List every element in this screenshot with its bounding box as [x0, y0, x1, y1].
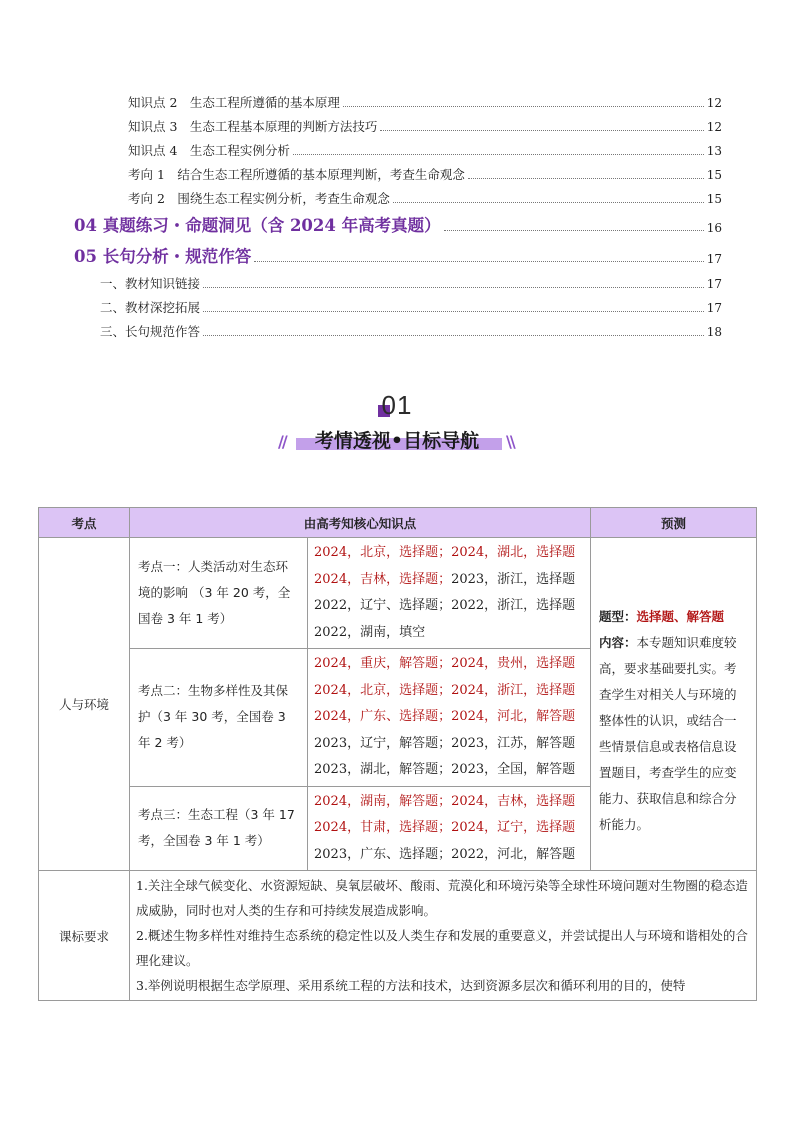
section-right-marks: \\ — [506, 432, 514, 451]
prediction-cell — [591, 538, 757, 871]
toc-leader-dots — [444, 230, 704, 231]
toc-leader-dots — [203, 311, 704, 312]
toc-leader-dots — [293, 154, 704, 155]
exam-list — [308, 538, 591, 649]
exam-entry: 2023，湖北，解答题；2023，全国，解答题 — [314, 762, 576, 777]
exam-line — [314, 620, 584, 647]
toc-section-entry[interactable] — [74, 247, 722, 267]
exam-list — [308, 649, 591, 787]
header-topic: 考点 — [39, 508, 130, 538]
toc-leader-dots — [468, 178, 704, 179]
topic-desc: 考点三：生态工程（3 年 17 考，全国卷 3 年 1 考） — [130, 786, 308, 871]
exam-entry: 2022，湖南，填空 — [314, 624, 426, 640]
topic-desc: 考点二：生物多样性及其保护（3 年 30 考，全国卷 3 年 2 考） — [130, 649, 308, 787]
exam-entry-recent: 2024，吉林，选择题； — [314, 571, 452, 587]
toc-entry-label: 三、长句规范作答 — [100, 324, 201, 339]
exam-line — [314, 815, 584, 842]
curriculum-item: 1.关注全球气候变化、水资源短缺、臭氧层破坏、酸雨、荒漠化和环境污染等全球性环境问题对生物圈的稳态造成威胁，同时也对人类的生存和可持续发展造成影响。 — [136, 878, 748, 918]
toc-entry-page: 17 — [706, 277, 722, 291]
toc-entry[interactable] — [128, 119, 722, 135]
table-header-row — [39, 508, 757, 538]
curriculum-label: 课标要求 — [39, 871, 130, 1001]
toc-leader-dots — [203, 287, 704, 288]
exam-list — [308, 786, 591, 871]
toc-entry-page: 13 — [706, 144, 722, 158]
toc-entry-label: 一、教材知识链接 — [100, 276, 201, 291]
exam-entry-recent: 2024，甘肃，选择题；2024，辽宁，选择题 — [314, 820, 576, 835]
toc-leader-dots — [343, 106, 704, 107]
exam-line — [314, 678, 584, 705]
toc-section-entry[interactable] — [74, 216, 722, 236]
section-title: 考情透视•目标导航 — [314, 430, 480, 452]
toc-entry-label: 考向 2 围绕生态工程实例分析，考查生命观念 — [128, 191, 390, 206]
toc-leader-dots — [393, 202, 704, 203]
toc-entry[interactable] — [128, 95, 722, 111]
prediction-content-label: 内容： — [599, 635, 637, 650]
prediction-content-value: 本专题知识难度较高，要求基础要扎实。考查学生对相关人与环境的整体性的认识，或结合一些情景信息或表格信息设置题目，考查学生的应变能力、获取信息和综合分析能力。 — [599, 635, 737, 832]
curriculum-requirements — [130, 871, 757, 1001]
toc-entry[interactable] — [128, 143, 722, 159]
exam-entry-recent: 2024，北京，选择题；2024，浙江，选择题 — [314, 682, 576, 698]
toc-entry[interactable] — [128, 167, 722, 183]
prediction-type-label: 题型： — [599, 609, 637, 624]
exam-entry-recent: 2024，湖南，解答题；2024，吉林，选择题 — [314, 793, 576, 809]
toc-entry-label: 04 真题练习・命题洞见（含 2024 年高考真题） — [74, 216, 441, 235]
exam-entry: 2022，辽宁、选择题；2022，浙江，选择题 — [314, 598, 576, 613]
toc-entry[interactable] — [128, 191, 722, 207]
table-row — [39, 871, 757, 1001]
exam-line — [314, 731, 584, 758]
exam-entry: 2023，广东、选择题；2022，河北，解答题 — [314, 846, 576, 862]
toc-entry-page: 15 — [706, 192, 722, 206]
toc-entry[interactable] — [100, 324, 722, 340]
exam-line — [314, 789, 584, 816]
curriculum-item: 2.概述生物多样性对维持生态系统的稳定性以及人类生存和发展的重要意义，并尝试提出人与环境和谐相处的合理化建议。 — [136, 928, 748, 968]
toc-entry-label: 知识点 2 生态工程所遵循的基本原理 — [128, 95, 340, 110]
toc-entry-label: 知识点 3 生态工程基本原理的判断方法技巧 — [128, 119, 378, 134]
toc-entry-page: 17 — [706, 301, 722, 315]
exam-entry-recent: 2024，广东、选择题；2024，河北，解答题 — [314, 709, 576, 724]
exam-line — [314, 593, 584, 620]
exam-overview-table — [38, 507, 757, 1001]
toc-entry-label: 二、教材深挖拓展 — [100, 300, 201, 315]
toc-leader-dots — [380, 130, 703, 131]
exam-line — [314, 540, 584, 567]
table-row — [39, 538, 757, 649]
exam-line — [314, 651, 584, 678]
toc-entry-page: 16 — [706, 221, 722, 235]
toc-entry-label: 知识点 4 生态工程实例分析 — [128, 143, 290, 158]
toc-entry-page: 12 — [706, 96, 722, 110]
toc-leader-dots — [203, 335, 704, 336]
toc-entry-page: 17 — [706, 252, 722, 266]
section-number: 01 — [381, 390, 413, 420]
exam-entry: 2023，辽宁，解答题；2023，江苏，解答题 — [314, 735, 576, 751]
toc-entry-label: 考向 1 结合生态工程所遵循的基本原理判断，考查生命观念 — [128, 167, 465, 182]
prediction-type-value: 选择题、解答题 — [636, 609, 725, 624]
toc-entry-label: 05 长句分析・规范作答 — [74, 247, 252, 266]
exam-line — [314, 567, 584, 594]
exam-entry-recent: 2024，重庆，解答题；2024，贵州，选择题 — [314, 656, 576, 671]
topic-desc: 考点一：人类活动对生态环境的影响 （3 年 20 考，全国卷 3 年 1 考） — [130, 538, 308, 649]
header-prediction: 预测 — [591, 508, 757, 538]
toc-entry[interactable] — [100, 276, 722, 292]
toc-leader-dots — [254, 261, 704, 262]
exam-line — [314, 704, 584, 731]
curriculum-item: 3.举例说明根据生态学原理、采用系统工程的方法和技术，达到资源多层次和循环利用的目的，使特 — [136, 978, 686, 993]
toc-entry-page: 12 — [706, 120, 722, 134]
toc-entry-page: 18 — [706, 325, 722, 339]
exam-entry: 2023，浙江，选择题 — [451, 571, 576, 587]
header-core-knowledge: 由高考知核心知识点 — [130, 508, 591, 538]
exam-line — [314, 757, 584, 784]
exam-line — [314, 842, 584, 869]
toc-entry[interactable] — [100, 300, 722, 316]
area-cell: 人与环境 — [39, 538, 130, 871]
toc-entry-page: 15 — [706, 168, 722, 182]
exam-entry-recent: 2024，北京，选择题；2024，湖北，选择题 — [314, 545, 576, 560]
section-left-marks: // — [278, 432, 286, 451]
